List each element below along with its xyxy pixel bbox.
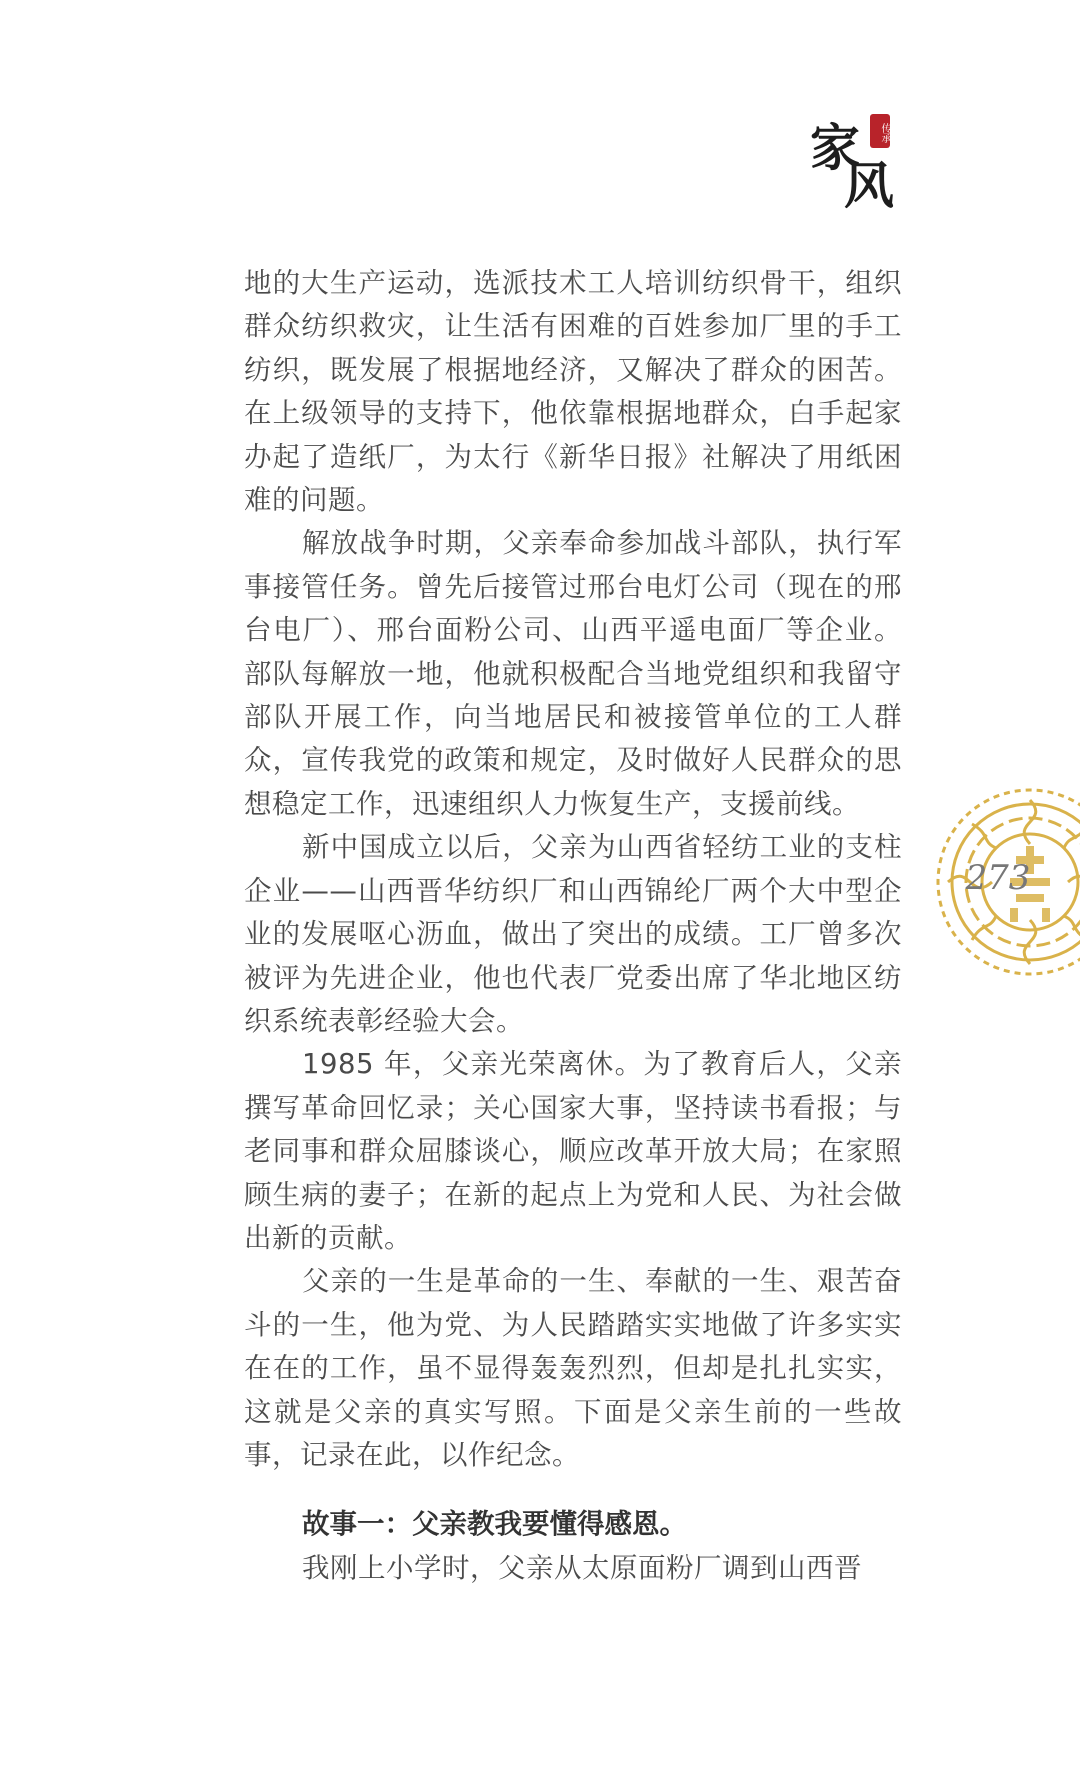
paragraph-5: 父亲的一生是革命的一生、奉献的一生、艰苦奋斗的一生，他为党、为人民踏踏实实地做了许多实实在在的工作，虽不显得轰轰烈烈，但却是扎扎实实，这就是父亲的真实写照。下面是父亲生前的一些故事，记录在此，以作纪念。 [244,1265,902,1471]
logo-seal: 传承 [870,114,890,148]
page-number: 273 [965,858,1031,898]
paragraph-1: 地的大生产运动，选派技术工人培训纺织骨干，组织群众纺织救灾，让生活有困难的百姓参加厂里的手工纺织，既发展了根据地经济，又解决了群众的困苦。在上级领导的支持下，他依靠根据地群众，白手起家办起了造纸厂，为太行《新华日报》社解决了用纸困难的问题。 [244,267,902,517]
story-title: 故事一：父亲教我要懂得感恩。 [302,1508,687,1541]
paragraph-3: 新中国成立以后，父亲为山西省轻纺工业的支柱企业——山西晋华纺织厂和山西锦纶厂两个大中型企业的发展呕心沥血，做出了突出的成绩。工厂曾多次被评为先进企业，他也代表厂党委出席了华北地区纺织系统表彰经验大会。 [244,831,902,1037]
paragraph-4: 1985 年，父亲光荣离休。为了教育后人，父亲撰写革命回忆录；关心国家大事，坚持读书看报；与老同事和群众屈膝谈心，顺应改革开放大局；在家照顾生病的妻子；在新的起点上为党和人民、为社会做出新的贡献。 [244,1048,902,1254]
story-first-line: 我刚上小学时，父亲从太原面粉厂调到山西晋 [302,1551,862,1584]
page-body [244,262,902,1590]
logo-char-jia: 家 [810,118,860,177]
family-tradition-logo [810,108,910,215]
paragraph-2: 解放战争时期，父亲奉命参加战斗部队，执行军事接管任务。曾先后接管过邢台电灯公司（现在的邢台电厂）、邢台面粉公司、山西平遥电面厂等企业。部队每解放一地，他就积极配合当地党组织和我留守部队开展工作，向当地居民和被接管单位的工人群众，宣传我党的政策和规定，及时做好人民群众的思想稳定工作，迅速组织人力恢复生产，支援前线。 [244,527,902,820]
logo-char-feng: 风 [844,156,894,215]
